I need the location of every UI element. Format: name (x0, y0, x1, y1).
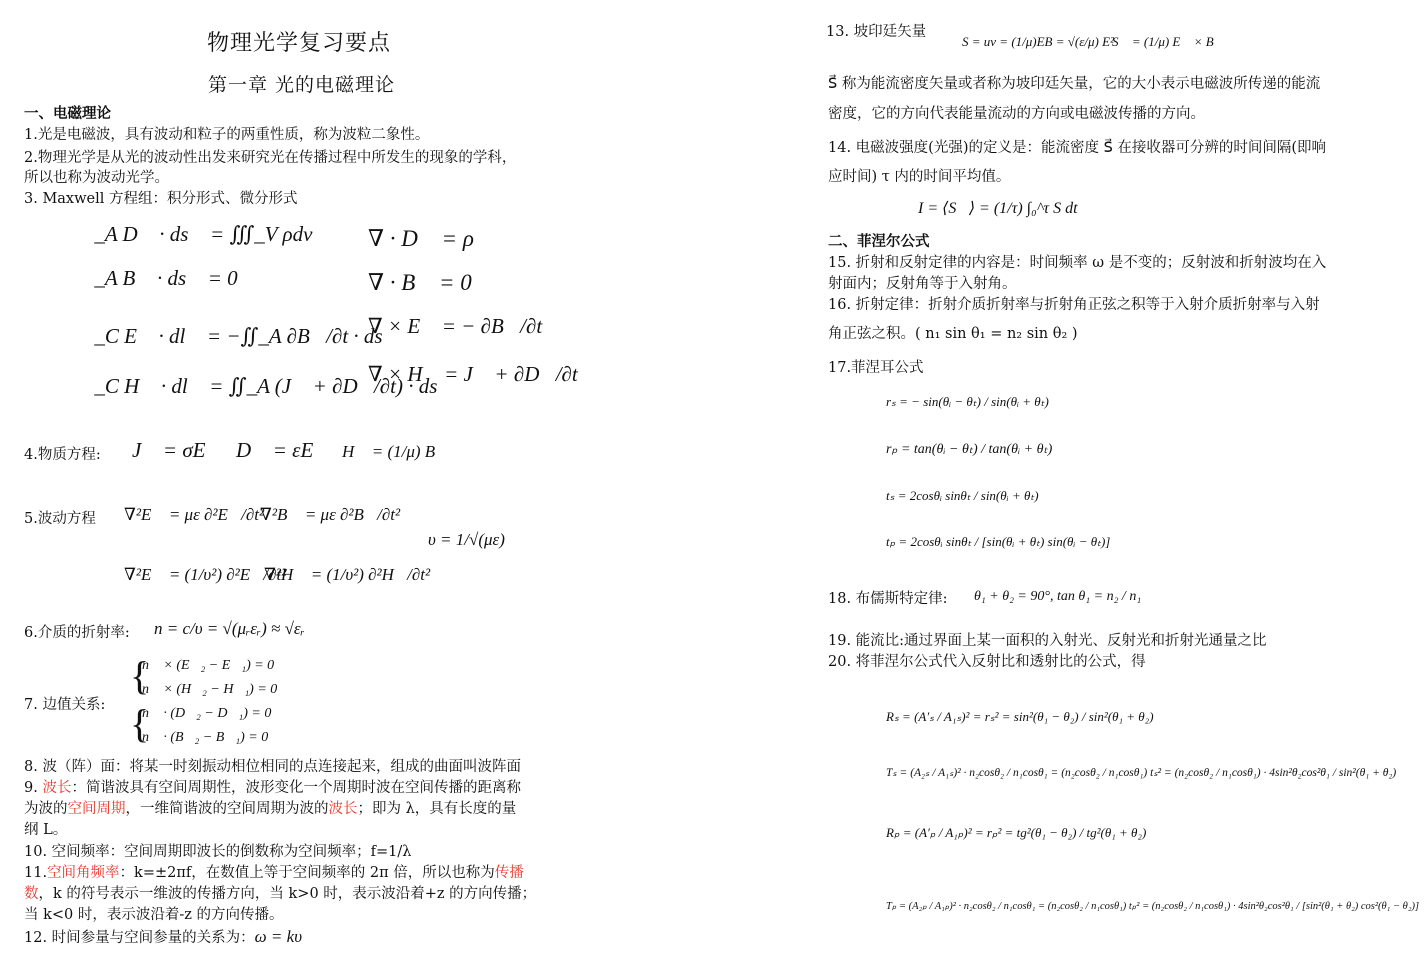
maxwell-diff-2: ∇ · B⃗ = 0 (368, 270, 472, 295)
material-eq-2: D⃗ = εE⃗ (236, 438, 330, 462)
material-eq-3: H⃗ = (1/μ) B⃗ (342, 442, 449, 461)
boundary-eq-2: n⃗ × (H⃗₂ − H⃗₁) = 0 (142, 682, 278, 697)
term-spatial-period: 空间周期 (67, 801, 126, 817)
item-1: 1.光是电磁波，具有波动和粒子的两重性质，称为波粒二象性。 (24, 127, 430, 143)
transmittance-s: Tₛ = (A₂ₛ / A₁ₛ)² · n₂cosθ₂ / n₁cosθ₁ = (n₂cosθ₂ / n₁cosθ₁) tₛ² = (n₂cosθ₂ / n₁cosθ₁) · 4sin²θ₂cos²θ₁ / sin²(θ₁ + θ₂) (886, 767, 1397, 779)
section-heading-1: 一、电磁理论 (24, 105, 111, 122)
fresnel-rs: rₛ = − sin(θᵢ − θₜ) / sin(θᵢ + θₜ) (886, 394, 1049, 409)
item-13-line-a: S⃗ 称为能流密度矢量或者称为坡印廷矢量，它的大小表示电磁波所传递的能流 (828, 76, 1321, 92)
item-7-label: 7. 边值关系: (24, 697, 106, 713)
term-angular-spatial-frequency: 空间角频率 (47, 865, 120, 881)
term-number: 数 (24, 886, 39, 902)
item-10: 10. 空间频率：空间周期即波长的倒数称为空间频率；f=1/λ (24, 844, 412, 860)
item-19: 19. 能流比:通过界面上某一面积的入射光、反射光和折射光通量之比 (828, 633, 1267, 649)
item-13-label: 13. 坡印廷矢量 (826, 24, 927, 40)
wave-eq-3: ∇²E⃗ = (1/υ²) ∂²E⃗/∂t² (124, 565, 287, 584)
reflectance-p: Rₚ = (A′ₚ / A₁ₚ)² = rₚ² = tg²(θ₁ − θ₂) / tg²(θ₁ + θ₂) (886, 825, 1147, 840)
material-eq-1: J⃗ = σE⃗ (132, 438, 222, 462)
reflectance-s: Rₛ = (A′ₛ / A₁ₛ)² = rₛ² = sin²(θ₁ − θ₂) / sin²(θ₁ + θ₂) (886, 709, 1154, 724)
wave-eq-1: ∇²E⃗ = με ∂²E⃗/∂t² (124, 505, 265, 524)
item-13-line-b: 密度，它的方向代表能量流动的方向或电磁波传播的方向。 (828, 106, 1205, 122)
boundary-eq-4: n⃗ · (B⃗₂ − B⃗₁) = 0 (142, 730, 269, 745)
term-wavelength-2: 波长 (328, 801, 358, 817)
maxwell-integral-1: ∯_A D⃗ · ds⃗ = ∭_V ρdv (78, 222, 313, 246)
wave-eq-4: ∇²H⃗ = (1/υ²) ∂²H⃗/∂t² (264, 565, 431, 584)
wave-eq-2: ∇²B⃗ = με ∂²B⃗/∂t² (260, 505, 401, 524)
chapter-title: 第一章 光的电磁理论 (208, 74, 396, 96)
term-propagation: 传播 (494, 865, 524, 881)
maxwell-diff-1: ∇ · D⃗ = ρ (368, 226, 474, 251)
fresnel-rp: rₚ = tan(θᵢ − θₜ) / tan(θᵢ + θₜ) (886, 442, 1053, 457)
item-2-line-a: 2.物理光学是从光的波动性出发来研究光在传播过程中所发生的现象的学科， (24, 150, 517, 166)
poynting-eq-2: S⃗ = (1/μ) E⃗ × B⃗ (1112, 34, 1224, 49)
maxwell-integral-4: ∮_C H⃗ · dl⃗ = ∬_A (J⃗ + ∂D⃗/∂t) · ds (78, 374, 438, 398)
item-17: 17.菲涅耳公式 (828, 360, 924, 376)
brewster-eq: θ₁ + θ₂ = 90°, tan θ₁ = n₂ / n₁ (974, 589, 1142, 604)
item-11-line-a: 11.空间角频率：k=±2πf，在数值上等于空间频率的 2π 倍，所以也称为传播 (24, 865, 524, 881)
maxwell-integral-2: ∯_A B⃗ · ds⃗ = 0 (78, 266, 238, 290)
item-9-line-c: 纲 L。 (24, 822, 68, 838)
wave-speed-eq: υ = 1/√(με) (428, 530, 505, 549)
item-15-line-a: 15. 折射和反射定律的内容是：时间频率 ω 是不变的；反射波和折射波均在入 (828, 255, 1327, 271)
boundary-eq-1: n⃗ × (E⃗₂ − E⃗₁) = 0 (142, 658, 275, 673)
brace-left-lower: { (130, 701, 150, 746)
item-3: 3. Maxwell 方程组：积分形式、微分形式 (24, 191, 298, 207)
brace-left: { (130, 653, 150, 698)
boundary-eq-3: n⃗ · (D⃗₂ − D⃗₁) = 0 (142, 706, 272, 721)
refractive-index-eq: n = c/υ = √(μᵣεᵣ) ≈ √εᵣ (154, 619, 305, 638)
dispersion-eq: ω = kυ (254, 927, 302, 946)
item-9-line-a: 9. 波长：简谐波具有空间周期性，波形变化一个周期时波在空间传播的距离称 (24, 780, 521, 796)
item-14-line-a: 14. 电磁波强度(光强)的定义是：能流密度 S⃗ 在接收器可分辨的时间间隔(即响 (828, 140, 1327, 156)
item-11-line-b: 数，k 的符号表示一维波的传播方向，当 k>0 时，表示波沿着+z 的方向传播； (24, 886, 537, 902)
item-6-label: 6.介质的折射率: (24, 625, 130, 641)
item-15-line-b: 射面内；反射角等于入射角。 (828, 276, 1017, 292)
intensity-eq: I = ⟨S⃗⟩ = (1/τ) ∫₀^τ S dt (918, 200, 1078, 217)
item-18-label: 18. 布儒斯特定律: (828, 591, 948, 607)
fresnel-tp: tₚ = 2cosθᵢ sinθₜ / [sin(θᵢ + θₜ) sin(θᵢ − θₜ)] (886, 534, 1111, 549)
term-wavelength: 波长 (42, 780, 72, 796)
maxwell-diff-3: ∇ × E⃗ = − ∂B⃗/∂t (368, 314, 543, 338)
fresnel-ts: tₛ = 2cosθᵢ sinθₜ / sin(θᵢ + θₜ) (886, 488, 1039, 503)
item-11-line-c: 当 k<0 时，表示波沿着-z 的方向传播。 (24, 907, 284, 923)
poynting-eq-1: S = uv = (1/μ)EB = √(ε/μ) E² (962, 34, 1114, 49)
item-14-line-b: 应时间) τ 内的时间平均值。 (828, 169, 1011, 185)
item-16-line-a: 16. 折射定律：折射介质折射率与折射角正弦之积等于入射介质折射率与入射 (828, 297, 1320, 313)
item-9-line-b: 为波的空间周期，一维简谐波的空间周期为波的波长；即为 λ，具有长度的量 (24, 801, 517, 817)
transmittance-p: Tₚ = (A₂ₚ / A₁ₚ)² · n₂cosθ₂ / n₁cosθ₁ = (n₂cosθ₂ / n₁cosθ₁) tₚ² = (n₂cosθ₂ / n₁cosθ₁) · 4sin²θ₂cos²θ₁ / [sin²(θ₁ + θ₂) cos²(θ₁ − θ₂)] (886, 901, 1420, 912)
item-2-line-b: 所以也称为波动光学。 (24, 170, 169, 186)
maxwell-integral-3: ∮_C E⃗ · dl⃗ = −∬_A ∂B⃗/∂t · ds⃗ (78, 324, 399, 348)
item-8: 8. 波（阵）面：将某一时刻振动相位相同的点连接起来，组成的曲面叫波阵面 (24, 759, 521, 775)
item-5-label: 5.波动方程 (24, 511, 96, 527)
maxwell-diff-4: ∇ × H⃗ = J⃗ + ∂D⃗/∂t (368, 362, 578, 386)
item-16-line-b: 角正弦之积。( n₁ sin θ₁ = n₂ sin θ₂ ) (828, 326, 1078, 342)
item-20: 20. 将菲涅尔公式代入反射比和透射比的公式，得 (828, 654, 1146, 670)
item-12: 12. 时间参量与空间参量的关系为：ω = kυ (24, 927, 302, 946)
section-heading-2: 二、菲涅尔公式 (828, 233, 930, 250)
item-4-label: 4.物质方程: (24, 447, 101, 463)
document-title: 物理光学复习要点 (207, 31, 392, 56)
